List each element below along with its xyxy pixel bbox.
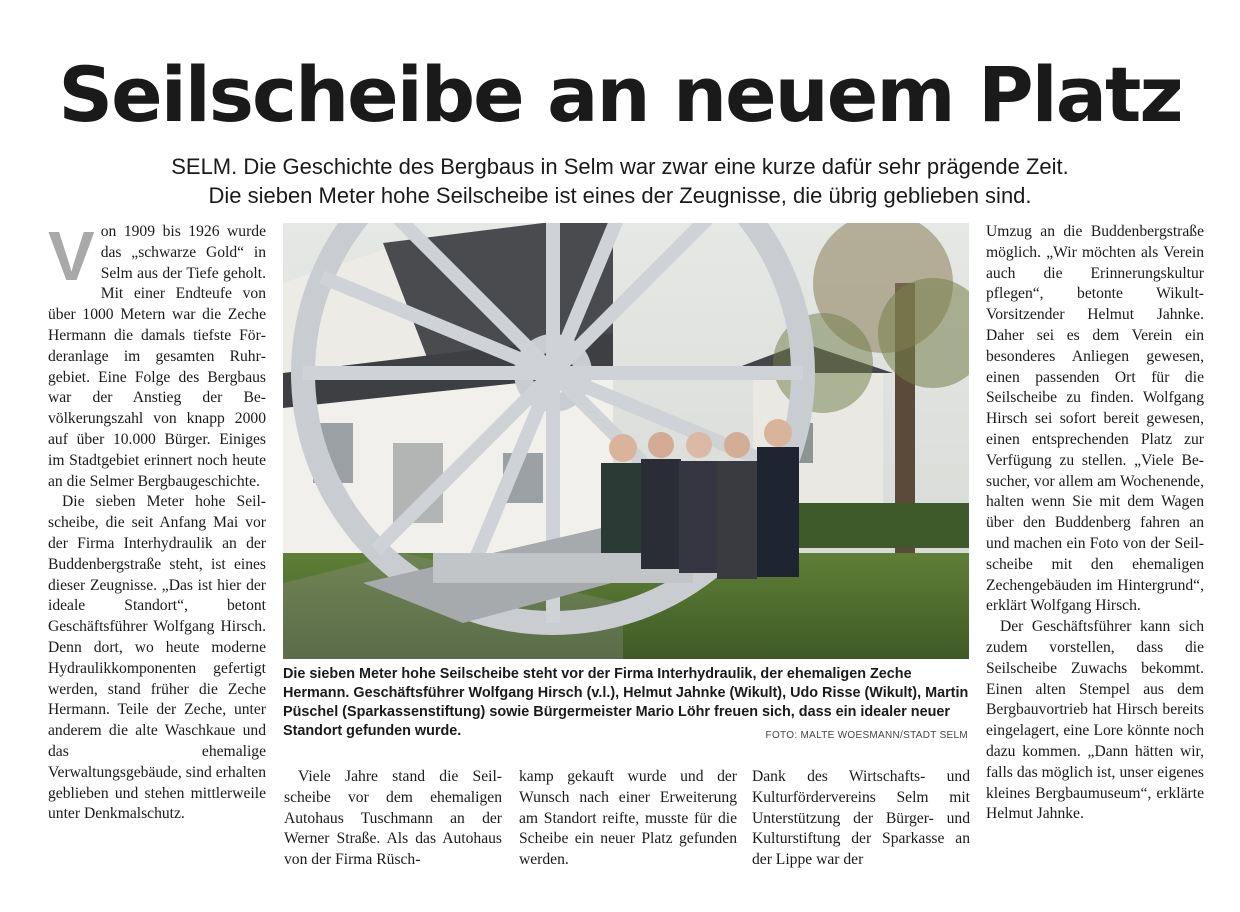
paragraph [48,217,266,492]
article-column-4 [752,767,970,871]
paragraph: Dank des Wirtschafts- und Kulturfördervereins Selm mit Unterstützung der Bürger- und Kulturstiftung der Sparkasse an der Lippe war der [752,768,970,869]
photo-illustration [283,223,969,659]
photo-credit: FOTO: MALTE WOESMANN/STADT SELM [765,730,968,741]
article-column-3 [519,767,737,871]
paragraph: kamp gekauft wurde und der Wunsch nach einer Erweiterung am Standort reifte, musste für die Scheibe ein neuer Platz gefunden werden. [519,768,737,869]
photo-caption: Die sieben Meter hohe Seilscheibe steht vor der Firma Interhydraulik, der ehemaligen Zeche Hermann. Geschäftsführer Wolfgang Hirsch (v.l.), Helmut Jahnke (Wikult), Udo Risse (Wikult), Martin Püschel (Sparkassenstiftung) sowie Bürgermeister Mario Löhr freuen sich, dass ein idealer neuer Standort gefunden wurde. [283,666,969,739]
drop-cap: V [48,217,95,295]
paragraph: Umzug an die Buddenbergstraße möglich. „Wir möchten als Verein auch die Erinnerungskultur pflegen“, betonte Wikult-Vorsitzender Helmut Jahnke. Daher sei es dem Verein ein besonderes Anliegen gewesen, einen passenden Ort für die Seilscheibe zu finden. Wolfgang Hirsch sei sofort bereit gewesen, einen entsprechenden Platz zur Verfügung zu stellen. „Viele Besucher, vor allem am Wochenende, halten wenn Sie mit dem Wagen über den Buddenberg fahren an und machen ein Foto von der Seilscheibe mit den ehemaligen Zechengebäuden im Hintergrund“, erklärt Wolfgang Hirsch. [986,223,1204,615]
article-photo [283,223,969,659]
lead-line-1: SELM. Die Geschichte des Bergbaus in Selm war zwar eine kurze dafür sehr prägende Zeit. [171,154,1069,179]
article-column-1 [48,217,266,825]
paragraph: Die sieben Meter hohe Seilscheibe, die seit Anfang Mai vor der Firma Interhydraulik an der Buddenbergstraße steht, ist eines dieser Zeugnisse. „Das ist hier der ideale Standort“, betont Geschäftsführer Wolfgang Hirsch. Denn dort, wo heute moderne Hydraulikkomponenten gefertigt werden, stand früher die Zeche Hermann. Teile der Zeche, unter anderem die alte Waschkaue und das ehemalige Verwaltungsgebäude, sind erhalten geblieben und stehen mittlerweile unter Denkmalschutz. [48,493,266,823]
lead-line-2: Die sieben Meter hohe Seilscheibe ist eines der Zeugnisse, die übrig geblieben sind. [208,183,1032,208]
paragraph: Der Geschäftsführer kann sich zudem vorstellen, dass die Seilscheibe Zuwachs bekommt. Einen alten Stempel aus dem Bergbauvortrieb hat Hirsch bereits eingelagert, eine Lore könnte noch dazu kommen. „Dann hätten wir, falls das möglich ist, unser eigenes kleines Bergbaumuseum“, erklärte Helmut Jahnke. [986,618,1204,823]
lead-text [60,152,1180,210]
paragraph: Viele Jahre stand die Seilscheibe vor dem ehemaligen Autohaus Tuschmann an der Werner Straße. Als das Autohaus von der Firma Rüsch- [284,768,502,869]
headline: Seilscheibe an neuem Platz [58,50,1182,139]
paragraph-text: on 1909 bis 1926 wurde das „schwarze Gold“ in Selm aus der Tiefe geholt. Mit einer Endteufe von über 1000 Metern war die Zeche Hermann die damals tiefste Förderanlage im gesamten Ruhrgebiet. Eine Folge des Bergbaus war der Anstieg der Bevölkerungszahl von knapp 2000 auf über 10.000 Bürger. Einiges im Stadtgebiet erinnert noch heute an die Selmer Bergbaugeschichte. [48,223,266,490]
article-column-5 [986,222,1204,825]
article-column-2 [284,767,502,871]
